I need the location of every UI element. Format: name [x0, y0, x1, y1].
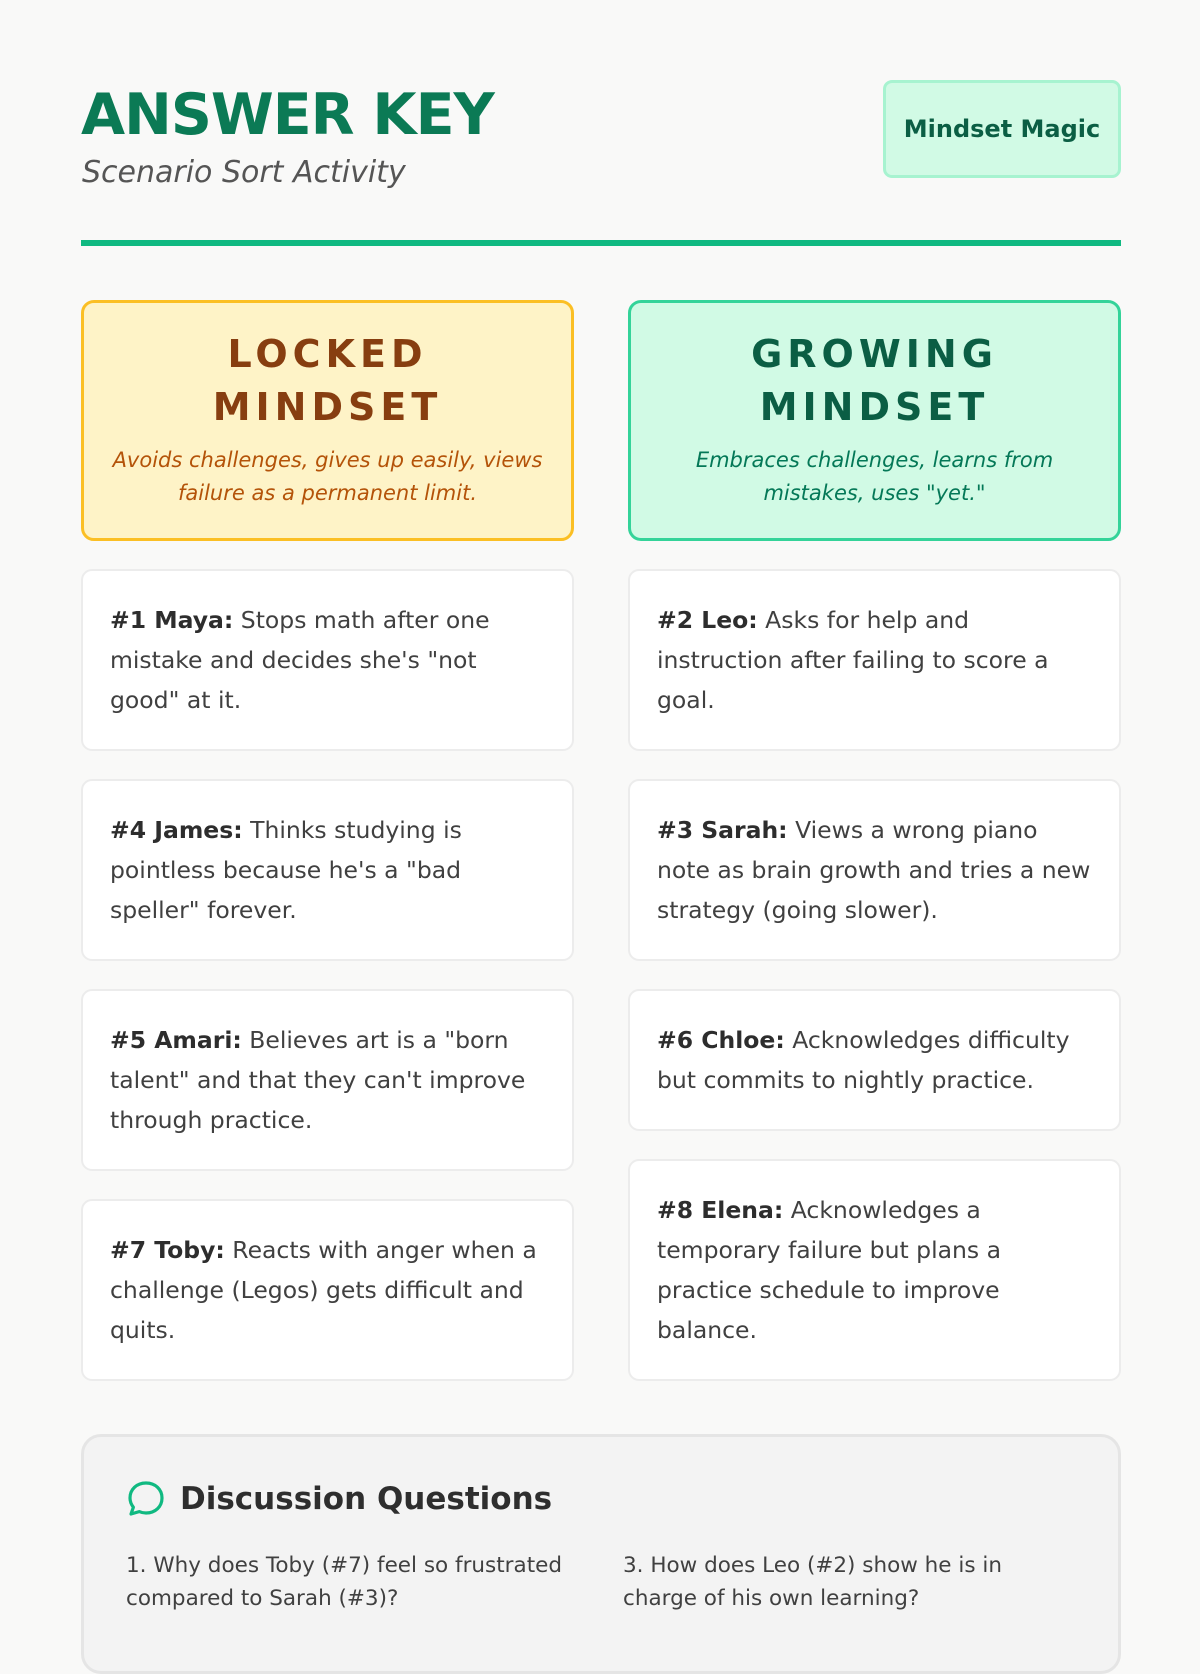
- page-title: ANSWER KEY: [81, 82, 494, 148]
- scenario-card: [81, 569, 574, 751]
- discussion-title: Discussion Questions: [180, 1481, 553, 1517]
- scenario-label: #5 Amari:: [110, 1026, 242, 1054]
- header-divider: [81, 240, 1121, 246]
- scenario-card: [81, 989, 574, 1171]
- scenario-text: Asks for help and instruction after failing to score a goal.: [657, 606, 1049, 714]
- growing-mindset-description: Embraces challenges, learns from mistakes, uses "yet.": [695, 448, 1054, 505]
- scenario-card: [628, 989, 1121, 1131]
- growing-mindset-title: GROWING MINDSET: [751, 332, 998, 429]
- scenario-label: #6 Chloe:: [657, 1026, 785, 1054]
- locked-mindset-header: [81, 300, 574, 541]
- scenario-label: #1 Maya:: [110, 606, 234, 634]
- locked-mindset-title: LOCKED MINDSET: [212, 332, 443, 429]
- brand-badge: Mindset Magic: [883, 80, 1121, 178]
- scenario-label: #8 Elena:: [657, 1196, 784, 1224]
- answer-key-page: [81, 0, 1121, 1611]
- scenario-card: [81, 779, 574, 961]
- locked-mindset-description: Avoids challenges, gives up easily, views failure as a permanent limit.: [112, 448, 543, 505]
- discussion-question: 3. How does Leo (#2) show he is in charge of his own learning?: [623, 1553, 1002, 1611]
- scenario-label: #4 James:: [110, 816, 243, 844]
- page-subtitle: Scenario Sort Activity: [82, 155, 406, 190]
- scenario-label: #2 Leo:: [657, 606, 758, 634]
- scenario-card: [628, 1159, 1121, 1381]
- locked-mindset-column: [81, 300, 574, 1409]
- scenario-text: Acknowledges difficulty but commits to nightly practice.: [657, 1026, 1070, 1094]
- scenario-text: Reacts with anger when a challenge (Legos) gets difficult and quits.: [110, 1236, 537, 1344]
- discussion-questions-panel: [81, 1434, 1121, 1674]
- scenario-card: [628, 779, 1121, 961]
- growing-mindset-column: [628, 300, 1121, 1409]
- scenario-text: Acknowledges a temporary failure but plans a practice schedule to improve balance.: [657, 1196, 1002, 1344]
- scenario-card: [81, 1199, 574, 1381]
- scenario-text: Stops math after one mistake and decides she's "not good" at it.: [110, 606, 490, 714]
- scenario-text: Believes art is a "born talent" and that they can't improve through practice.: [110, 1026, 526, 1134]
- scenario-label: #3 Sarah:: [657, 816, 788, 844]
- growing-mindset-header: [628, 300, 1121, 541]
- chat-bubble-icon: [126, 1479, 166, 1519]
- scenario-label: #7 Toby:: [110, 1236, 225, 1264]
- scenario-text: Views a wrong piano note as brain growth and tries a new strategy (going slower).: [657, 816, 1091, 924]
- scenario-card: [628, 569, 1121, 751]
- discussion-header: [126, 1479, 552, 1519]
- discussion-question: 1. Why does Toby (#7) feel so frustrated compared to Sarah (#3)?: [126, 1553, 563, 1611]
- scenario-text: Thinks studying is pointless because he's a "bad speller" forever.: [110, 816, 462, 924]
- page-header: [81, 0, 1121, 246]
